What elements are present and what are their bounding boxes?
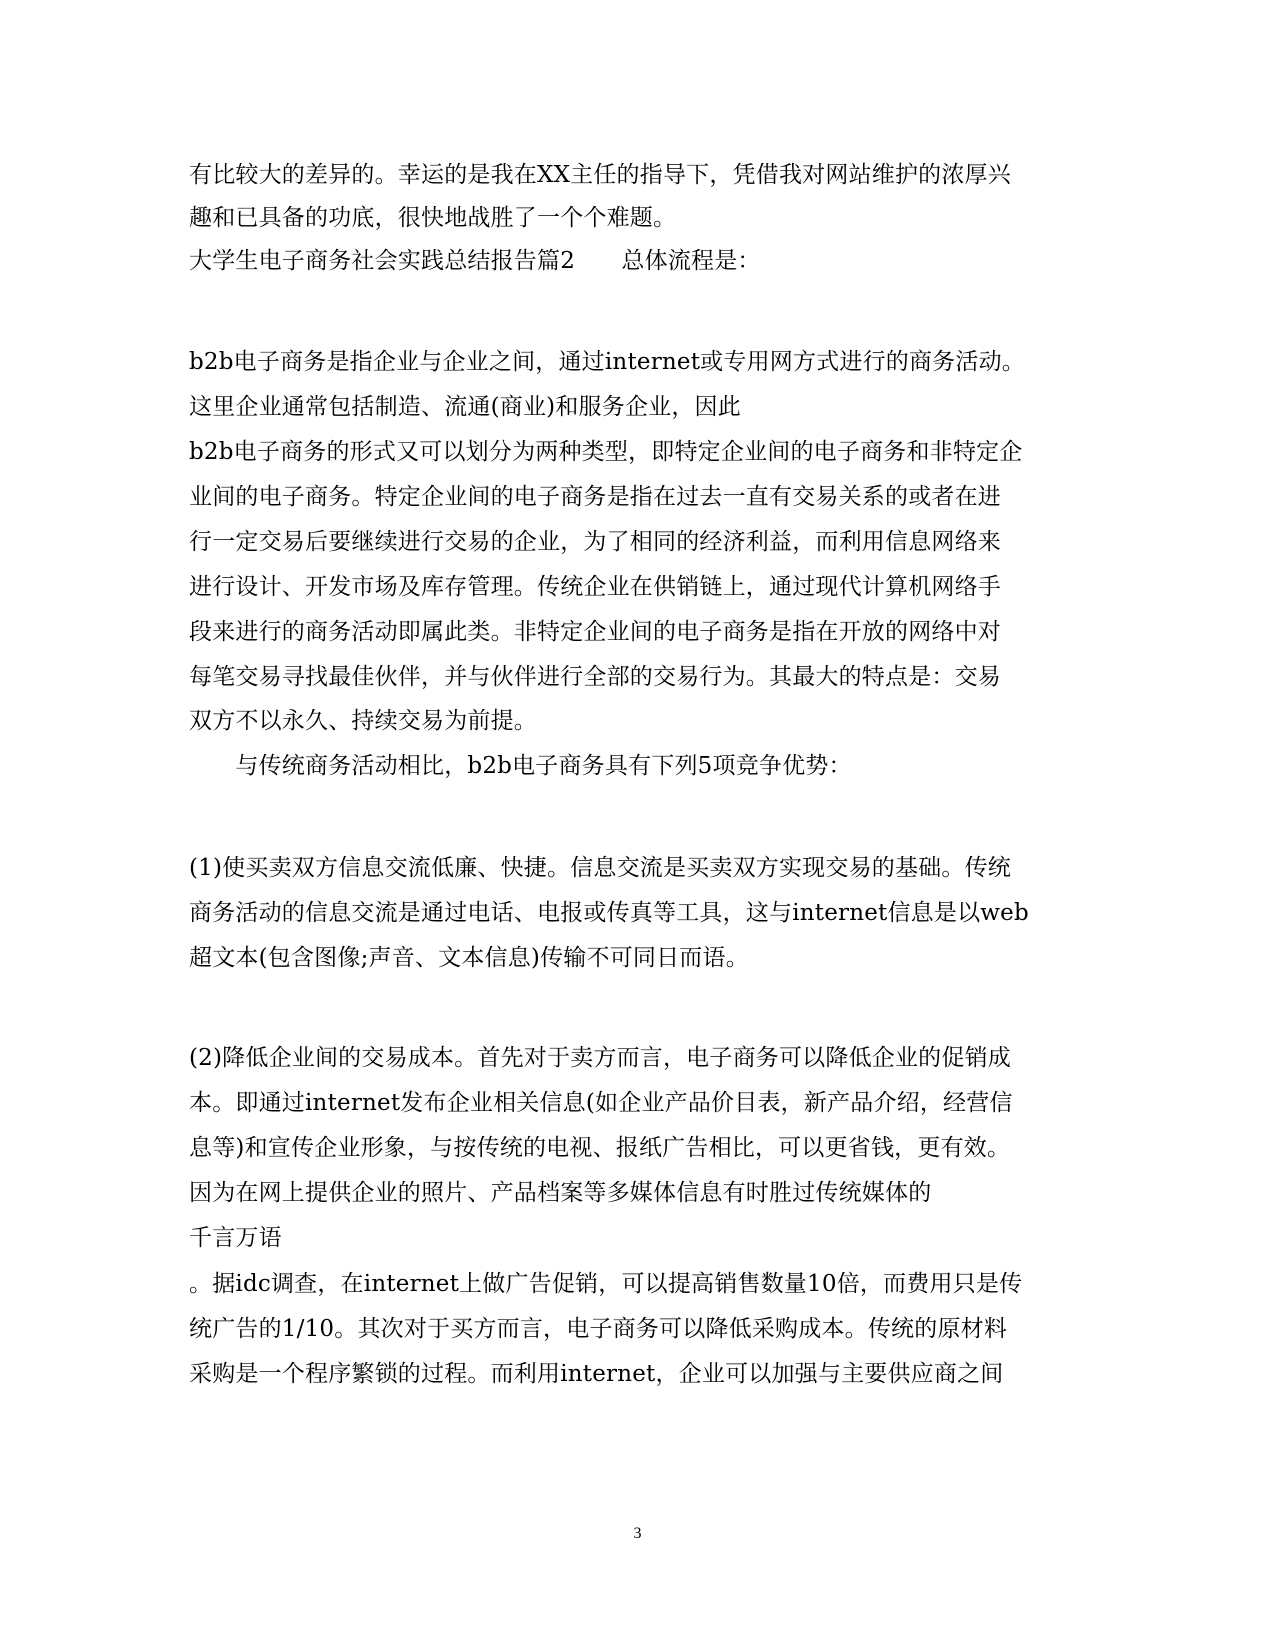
page-number: 3 (633, 1525, 642, 1542)
text-line: 进行设计、开发市场及库存管理。传统企业在供销链上，通过现代计算机网络手 (189, 574, 1001, 600)
text-line: 双方不以永久、持续交易为前提。 (189, 708, 537, 734)
text-line: 每笔交易寻找最佳伙伴，并与伙伴进行全部的交易行为。其最大的特点是：交易 (189, 664, 1001, 690)
text-line: 统广告的1/10。其次对于买方而言，电子商务可以降低采购成本。传统的原材料 (189, 1316, 1008, 1342)
text-line: b2b电子商务的形式又可以划分为两种类型，即特定企业间的电子商务和非特定企 (189, 439, 1023, 465)
text-line: 息等)和宣传企业形象，与按传统的电视、报纸广告相比，可以更省钱，更有效。 (189, 1135, 1011, 1161)
text-line: (1)使买卖双方信息交流低廉、快捷。信息交流是买卖双方实现交易的基础。传统 (189, 855, 1011, 881)
text-line: 业间的电子商务。特定企业间的电子商务是指在过去一直有交易关系的或者在进 (189, 484, 1001, 510)
text-line: 与传统商务活动相比，b2b电子商务具有下列5项竞争优势： (189, 753, 852, 779)
text-line: 段来进行的商务活动即属此类。非特定企业间的电子商务是指在开放的网络中对 (189, 619, 1001, 645)
text-line: 行一定交易后要继续进行交易的企业，为了相同的经济利益，而利用信息网络来 (189, 529, 1001, 555)
text-line: 超文本(包含图像;声音、文本信息)传输不可同日而语。 (189, 945, 749, 971)
text-line: 采购是一个程序繁锁的过程。而利用internet，企业可以加强与主要供应商之间 (189, 1361, 1004, 1387)
text-line: b2b电子商务是指企业与企业之间，通过internet或专用网方式进行的商务活动。 (189, 349, 1025, 375)
section-heading: 大学生电子商务社会实践总结报告篇2 总体流程是： (189, 248, 761, 274)
text-line: 本。即通过internet发布企业相关信息(如企业产品价目表，新产品介绍，经营信 (189, 1090, 1013, 1116)
text-line: 商务活动的信息交流是通过电话、电报或传真等工具，这与internet信息是以web (189, 900, 1029, 926)
text-line: 有比较大的差异的。幸运的是我在XX主任的指导下，凭借我对网站维护的浓厚兴 (189, 162, 1011, 188)
text-line: 因为在网上提供企业的照片、产品档案等多媒体信息有时胜过传统媒体的 (189, 1180, 932, 1206)
text-line: 趣和已具备的功底，很快地战胜了一个个难题。 (189, 205, 677, 231)
text-line: 。据idc调查，在internet上做广告促销，可以提高销售数量10倍，而费用只是传 (189, 1271, 1023, 1297)
text-line: (2)降低企业间的交易成本。首先对于卖方而言，电子商务可以降低企业的促销成 (189, 1045, 1011, 1071)
text-line: 千言万语 (189, 1225, 282, 1251)
text-line: 这里企业通常包括制造、流通(商业)和服务企业，因此 (189, 394, 741, 420)
